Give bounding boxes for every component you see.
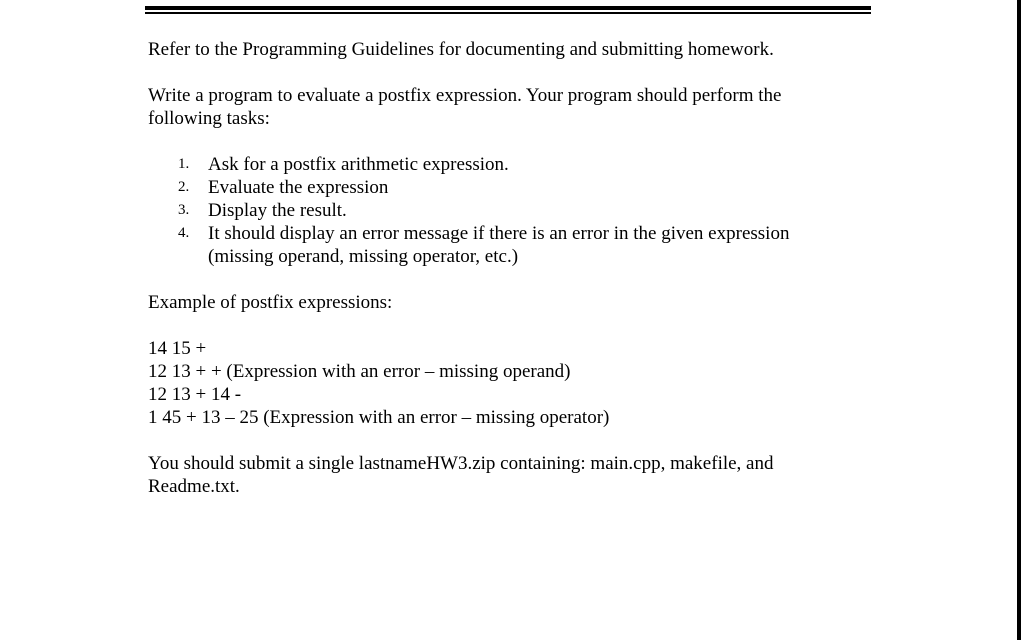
list-item-text: Evaluate the expression	[208, 177, 389, 198]
list-item-number: 1.	[178, 156, 190, 172]
assignment-paragraph: Write a program to evaluate a postfix expression. Your program should perform the following tasks:	[148, 85, 782, 129]
list-item-text: It should display an error message if there is an error in the given expression (missing operand, missing operator, etc.)	[208, 223, 790, 267]
list-item-number: 4.	[178, 225, 190, 241]
list-item-text: Ask for a postfix arithmetic expression.	[208, 154, 509, 175]
list-item-text: Display the result.	[208, 200, 347, 221]
examples-block	[148, 337, 838, 429]
header-rule-thick	[145, 6, 871, 10]
list-item	[148, 222, 838, 268]
example-line: 12 13 + 14 -	[148, 384, 242, 405]
example-line: 12 13 + + (Expression with an error – missing operand)	[148, 361, 571, 382]
example-line: 14 15 +	[148, 338, 207, 359]
document-body	[148, 38, 838, 498]
page-edge	[1017, 0, 1021, 640]
list-item-number: 3.	[178, 202, 190, 218]
intro-paragraph: Refer to the Programming Guidelines for documenting and submitting homework.	[148, 39, 774, 60]
header-rule-thin	[145, 12, 871, 14]
submission-paragraph: You should submit a single lastnameHW3.zip containing: main.cpp, makefile, and Readme.txt.	[148, 453, 774, 497]
list-item	[148, 199, 838, 222]
task-list	[148, 153, 838, 268]
example-line: 1 45 + 13 – 25 (Expression with an error – missing operator)	[148, 407, 610, 428]
list-item-number: 2.	[178, 179, 190, 195]
list-item	[148, 153, 838, 176]
list-item	[148, 176, 838, 199]
examples-heading: Example of postfix expressions:	[148, 292, 393, 313]
